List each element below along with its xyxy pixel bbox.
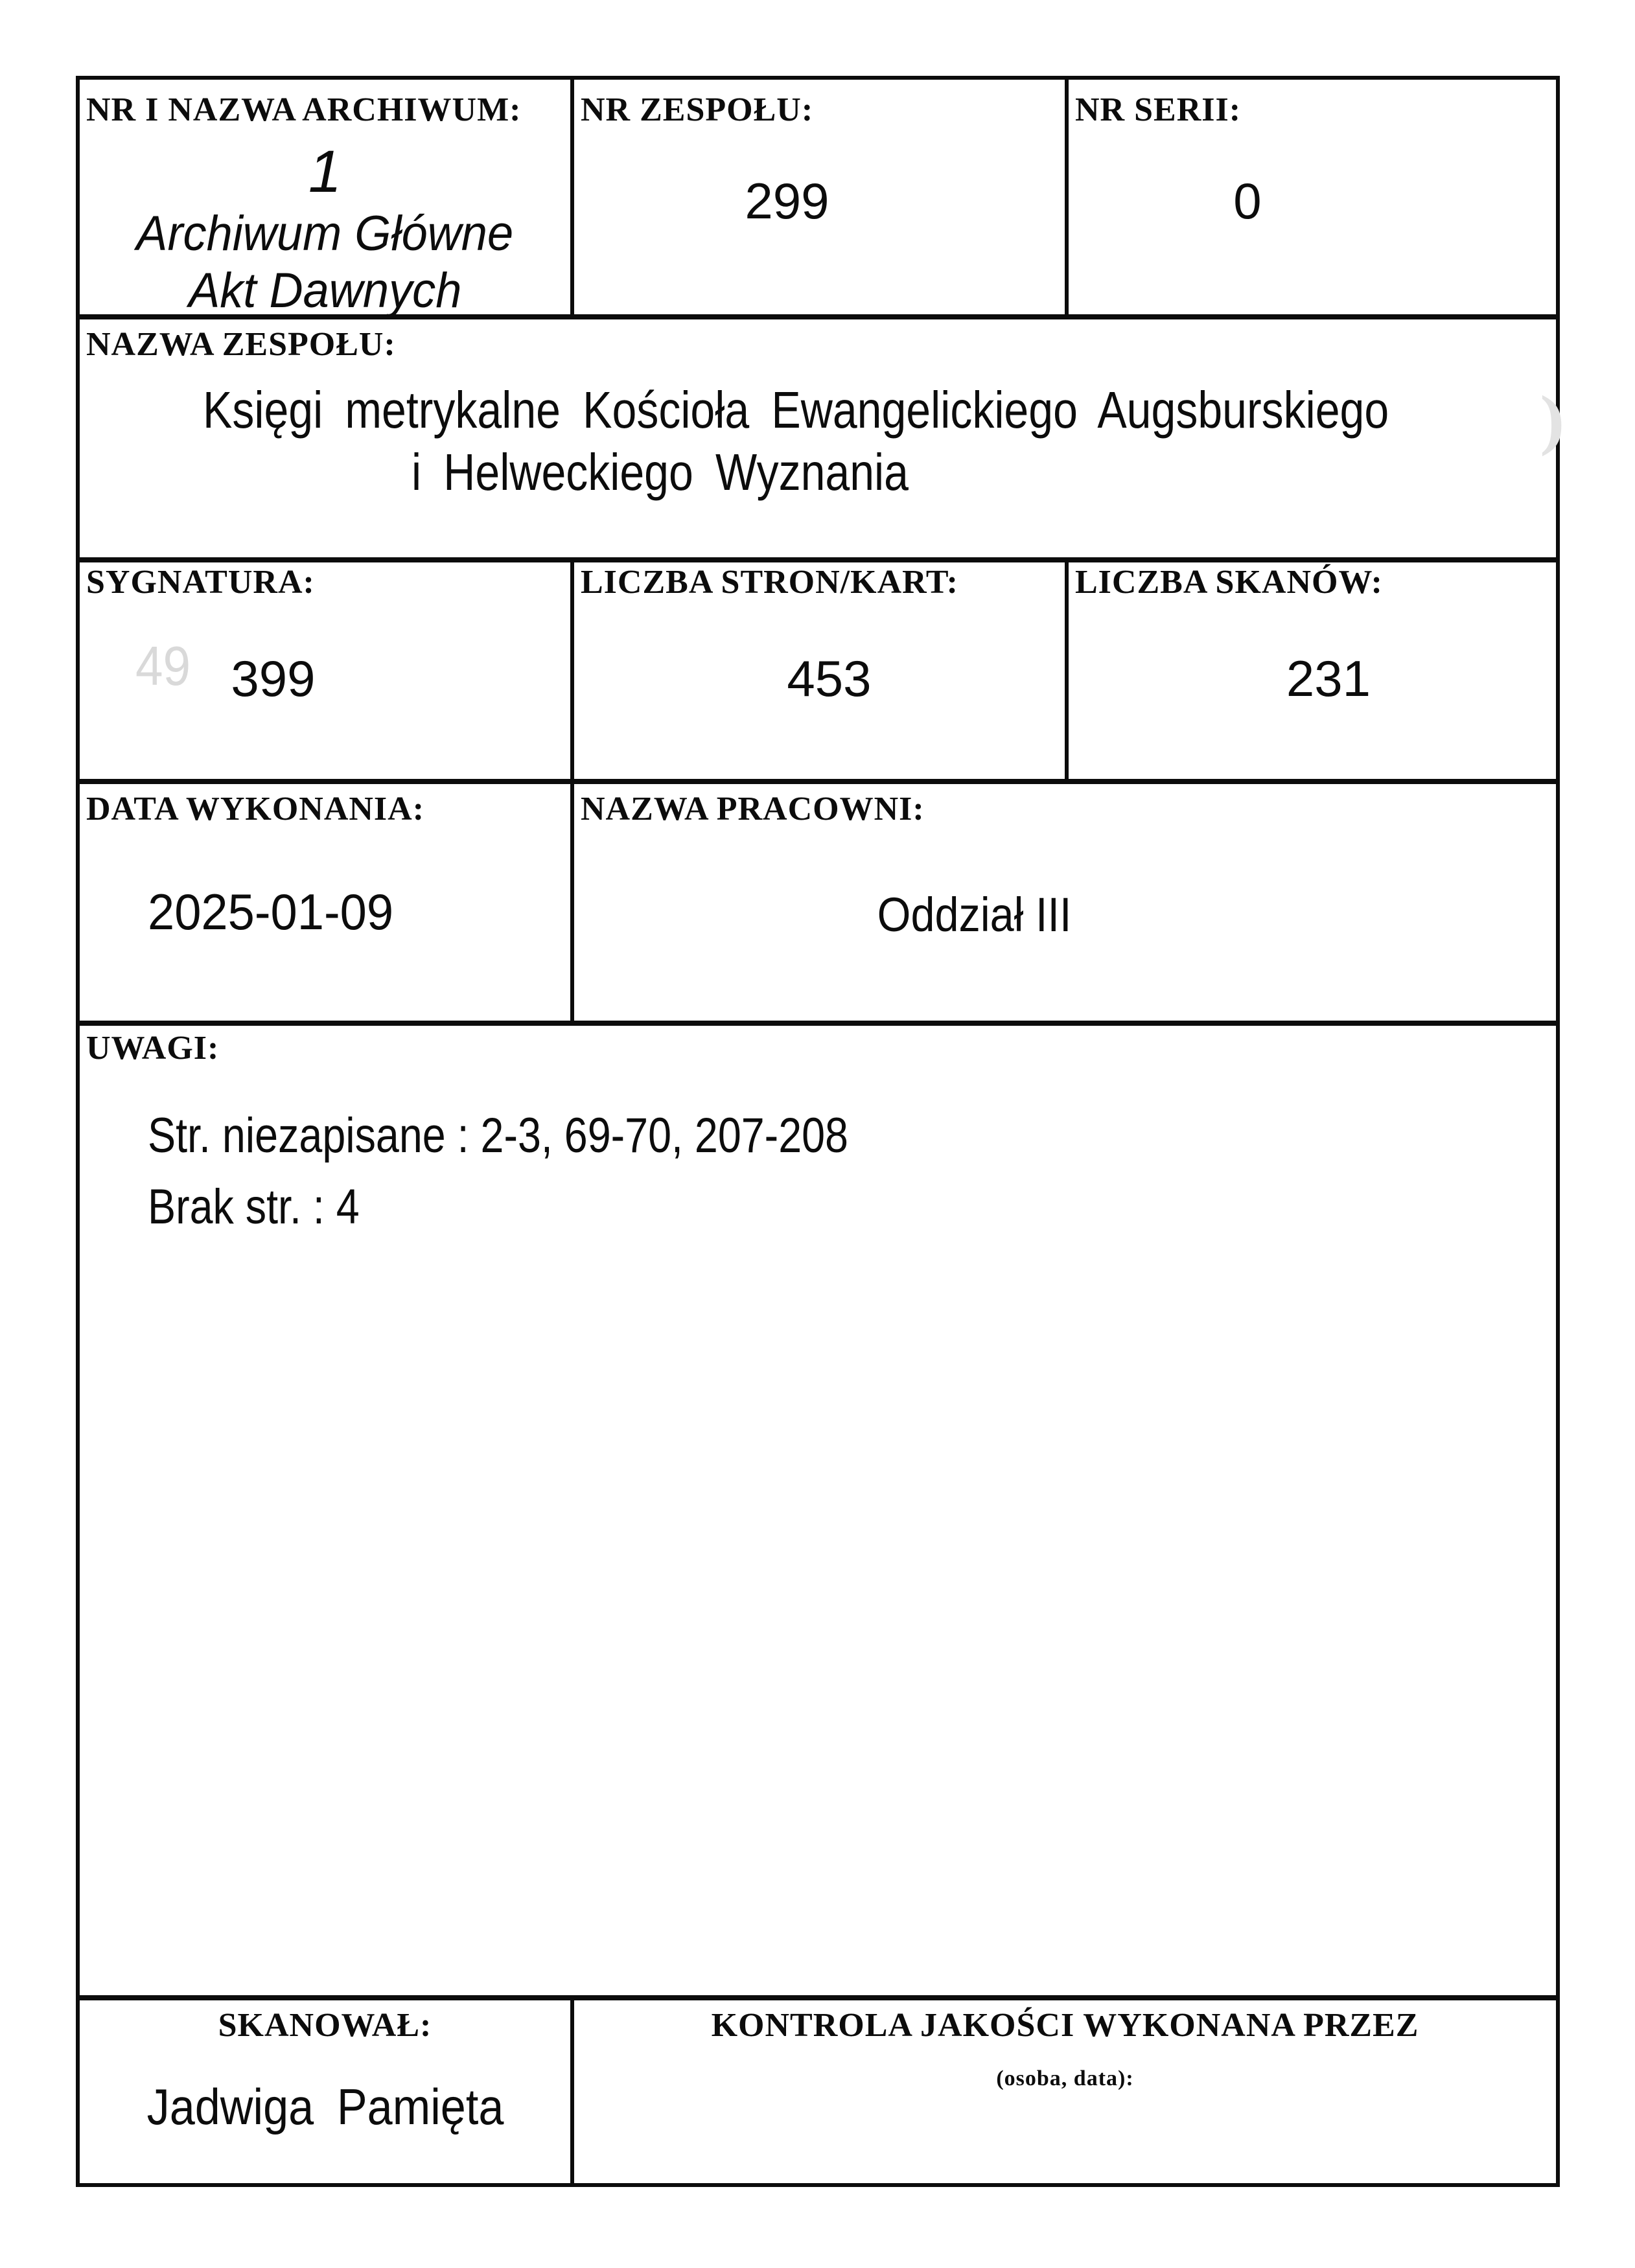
- workshop-label: NAZWA PRACOWNI:: [581, 791, 925, 827]
- row-signatures: [80, 1995, 1556, 2183]
- remarks-line1: Str. niezapisane : 2-3, 69-70, 207-208: [148, 1108, 848, 1163]
- scan-artifact-blob: ): [1540, 382, 1565, 457]
- scan-count-value: 231: [1286, 650, 1371, 707]
- cell-fonds-name: [80, 319, 1556, 557]
- fonds-name-line1: Księgi metrykalne Kościoła Ewangelickiego Augsburskiego: [203, 381, 1389, 439]
- remarks-line2: Brak str. : 4: [148, 1179, 360, 1234]
- archive-number-line: [80, 139, 570, 205]
- workshop-line: [574, 888, 1556, 942]
- archive-label: NR I NAZWA ARCHIWUM:: [86, 91, 522, 128]
- signature-line: [80, 650, 570, 707]
- archive-name-line1-wrap: [80, 206, 570, 261]
- scan-date-label: DATA WYKONANIA:: [86, 791, 425, 827]
- row-fonds-name: [80, 314, 1556, 557]
- cell-fonds-number: [570, 80, 1065, 314]
- series-number-label: NR SERII:: [1075, 91, 1242, 128]
- remarks-label: UWAGI:: [86, 1030, 220, 1067]
- fonds-name-line2: i Helweckiego Wyznania: [412, 443, 909, 501]
- fonds-name-line2-wrap: [412, 443, 996, 501]
- cell-signature: [80, 562, 570, 779]
- fonds-number-label: NR ZESPOŁU:: [581, 91, 814, 128]
- scanned-by-label-wrap: [80, 2008, 570, 2044]
- archive-number-value: 1: [308, 139, 342, 205]
- workshop-value: Oddział III: [877, 888, 1072, 942]
- archive-name-line1: Archiwum Główne: [136, 206, 514, 261]
- row-signature-counts: [80, 557, 1556, 779]
- fonds-name-label: NAZWA ZESPOŁU:: [86, 326, 396, 363]
- row-remarks: [80, 1021, 1556, 1995]
- scan-date-value: 2025-01-09: [148, 883, 394, 940]
- quality-control-sublabel: (osoba, data):: [996, 2066, 1134, 2090]
- cell-series-number: [1065, 80, 1556, 314]
- scanned-by-label: SKANOWAŁ:: [218, 2007, 432, 2044]
- archive-name-line2-wrap: [80, 263, 570, 318]
- fonds-name-line1-wrap: [203, 381, 1598, 439]
- scanned-by-line: [80, 2078, 570, 2135]
- row-date-workshop: [80, 779, 1556, 1021]
- cell-scanned-by: [80, 2000, 570, 2183]
- cell-quality-control: [570, 2000, 1556, 2183]
- cell-page-count: [570, 562, 1065, 779]
- scan-count-label: LICZBA SKANÓW:: [1075, 564, 1383, 601]
- quality-control-label-wrap: [574, 2008, 1556, 2044]
- cell-remarks: [80, 1026, 1556, 1995]
- cell-archive: [80, 80, 570, 318]
- quality-control-sublabel-wrap: [574, 2066, 1556, 2091]
- archival-form-table: [76, 76, 1560, 2187]
- scan-count-line: [1069, 650, 1556, 707]
- page-count-label: LICZBA STRON/KART:: [581, 564, 958, 601]
- page-count-line: [574, 650, 1065, 707]
- remarks-line1-wrap: [148, 1108, 972, 1163]
- series-number-line: [1069, 172, 1556, 229]
- quality-control-label: KONTROLA JAKOŚCI WYKONANA PRZEZ: [711, 2007, 1419, 2044]
- scan-date-line: [148, 883, 406, 940]
- row-archive-header: [80, 80, 1556, 318]
- page-count-value: 453: [787, 650, 872, 707]
- remarks-line2-wrap: [148, 1179, 397, 1234]
- cell-scan-count: [1065, 562, 1556, 779]
- signature-label: SYGNATURA:: [86, 564, 315, 601]
- signature-value: 399: [231, 650, 316, 707]
- series-number-value: 0: [1233, 172, 1262, 229]
- fonds-number-value: 299: [745, 172, 829, 229]
- fonds-number-line: [574, 172, 1065, 229]
- archive-name-line2: Akt Dawnych: [188, 263, 462, 318]
- signature-ghost-value: 49: [135, 636, 191, 697]
- cell-workshop: [570, 784, 1556, 1021]
- cell-scan-date: [80, 784, 570, 1021]
- scanned-by-value: Jadwiga Pamięta: [146, 2078, 504, 2135]
